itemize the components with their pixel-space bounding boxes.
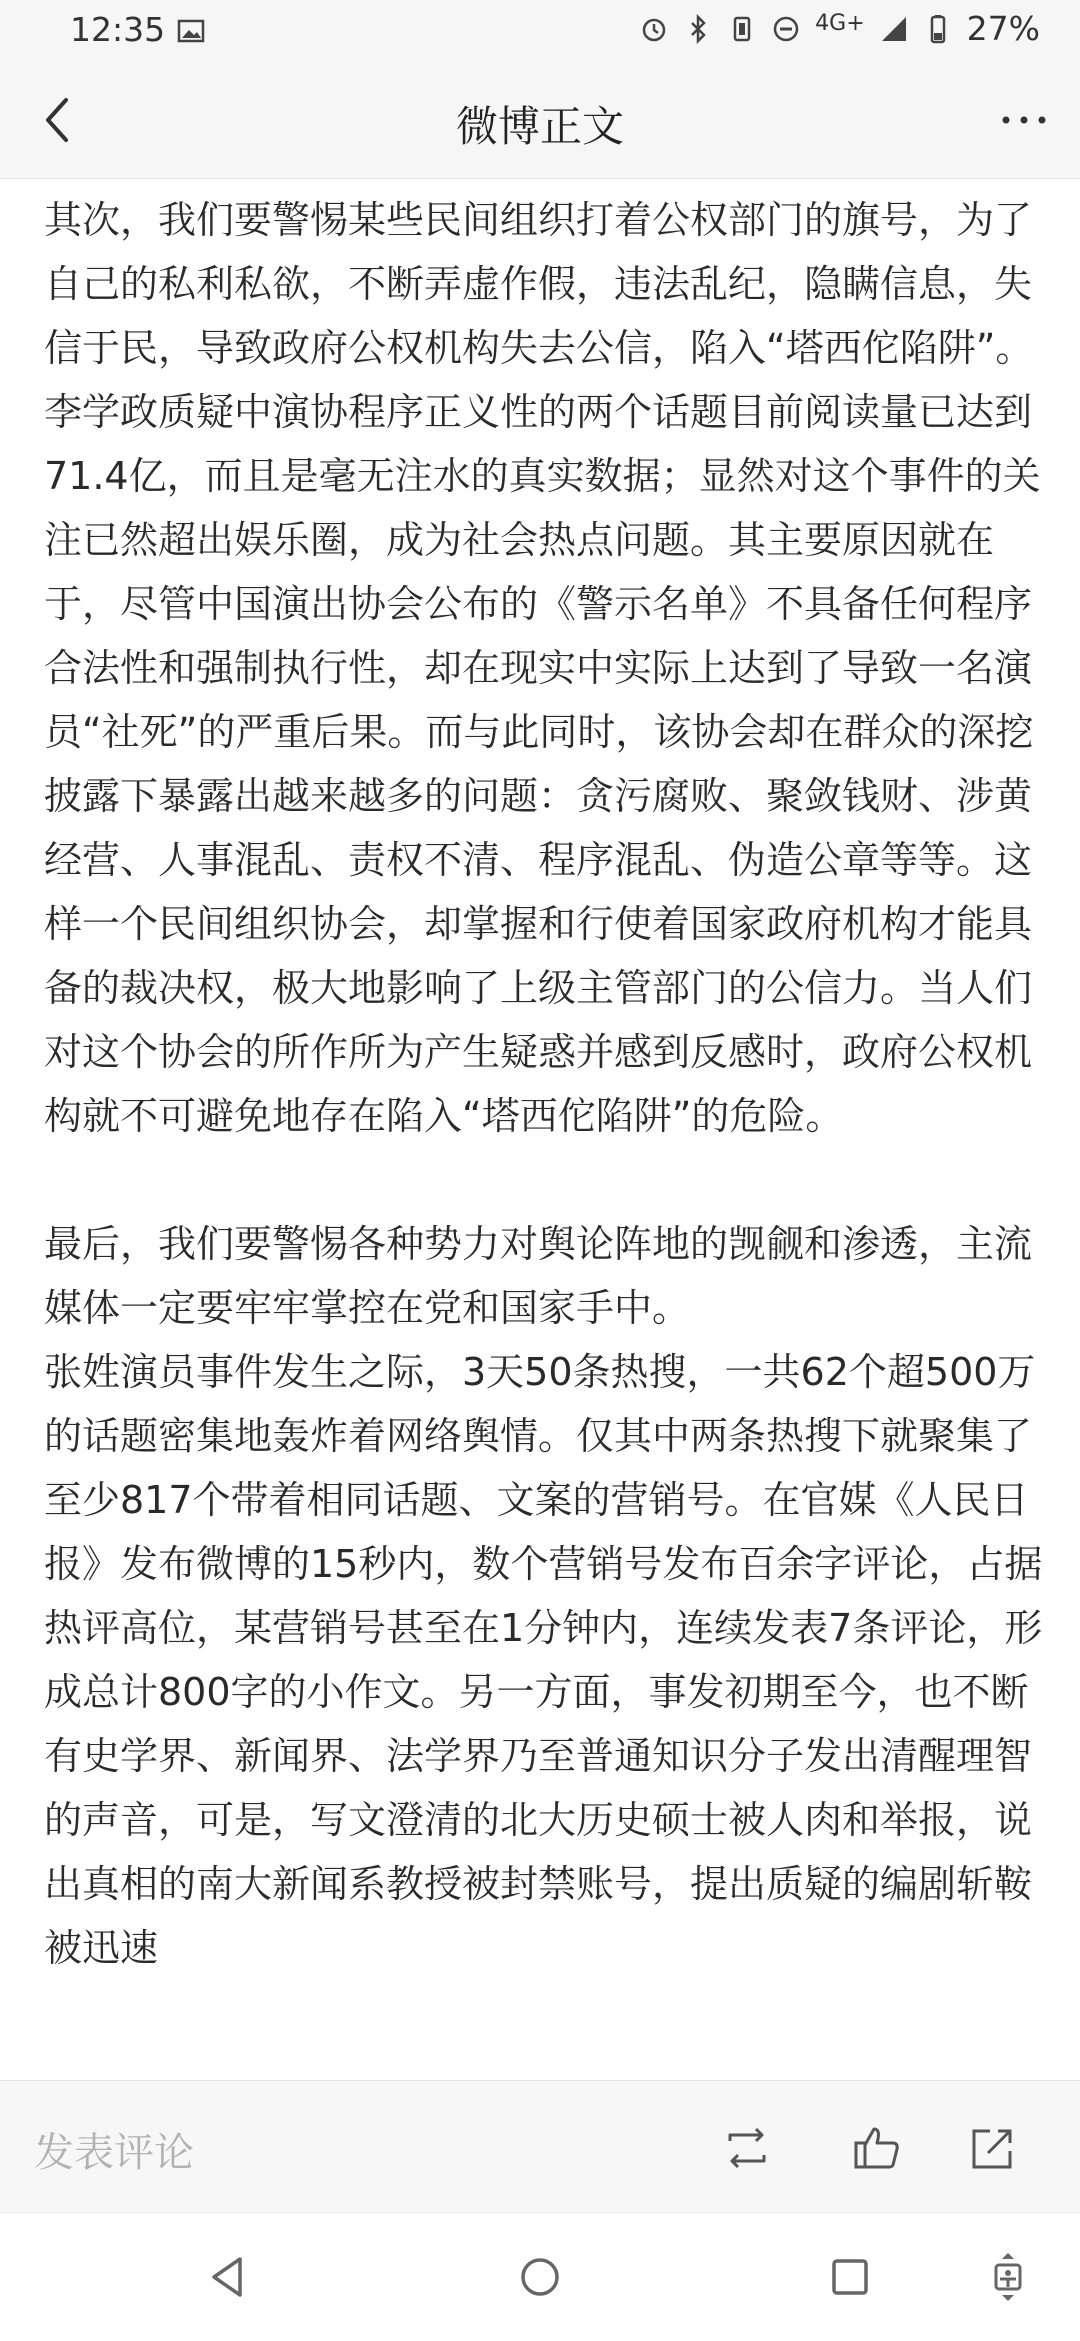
image-icon — [176, 15, 206, 54]
title-bar — [0, 62, 1080, 179]
vibrate-icon — [727, 14, 757, 44]
bluetooth-icon — [683, 14, 713, 44]
page-title: 微博正文 — [455, 102, 624, 151]
share-icon[interactable] — [966, 2121, 1020, 2175]
article-paragraph: 张姓演员事件发生之际，3天50条热搜，一共62个超500万的话题密集地轰炸着网络舆情。仅其中两条热搜下就聚集了至少817个带着相同话题、文案的营销号。在官媒《人民日报》发布微博的15秒内，数个营销号发布百余字评论，占据热评高位，某营销号甚至在1分钟内，连续发表7条评论，形成总计800字的小作文。另一方面，事发初期至今，也不断有史学界、新闻界、法学界乃至普通知识分子发出清醒理智的声音，可是，写文澄清的北大历史硕士被人肉和举报，说出真相的南大新闻系教授被封禁账号，提出质疑的编剧斩鞍被迅速 — [44, 1350, 1043, 1970]
nav-recents-icon[interactable] — [822, 2249, 878, 2305]
dnd-icon — [771, 14, 801, 44]
like-icon[interactable] — [850, 2121, 904, 2175]
comment-bar — [0, 2080, 1080, 2213]
status-right-group — [639, 9, 1040, 48]
nav-back-icon[interactable] — [200, 2249, 256, 2305]
paragraph-gap — [44, 1148, 1044, 1212]
comment-input[interactable]: 发表评论 — [34, 2130, 194, 2176]
nav-accessibility-icon[interactable] — [980, 2249, 1036, 2305]
more-dots-icon — [996, 127, 1052, 146]
repost-icon[interactable] — [720, 2121, 774, 2175]
status-bar — [0, 0, 1080, 62]
article-paragraph: 其次，我们要警惕某些民间组织打着公权部门的旗号，为了自己的私利私欲，不断弄虚作假，违法乱纪，隐瞒信息，失信于民，导致政府公权机构失去公信，陷入“塔西佗陷阱”。 — [44, 198, 1034, 370]
article-paragraph: 李学政质疑中演协程序正义性的两个话题目前阅读量已达到71.4亿，而且是毫无注水的真实数据；显然对这个事件的关注已然超出娱乐圈，成为社会热点问题。其主要原因就在于，尽管中国演出协会公布的《警示名单》不具备任何程序合法性和强制执行性，却在现实中实际上达到了导致一名演员“社死”的严重后果。而与此同时，该协会却在群众的深挖披露下暴露出越来越多的问题：贪污腐败、聚敛钱财、涉黄经营、人事混乱、责权不清、程序混乱、伪造公章等等。这样一个民间组织协会，却掌握和行使着国家政府机构才能具备的裁决权，极大地影响了上级主管部门的公信力。当人们对这个协会的所作所为产生疑惑并感到反感时，政府公权机构就不可避免地存在陷入“塔西佗陷阱”的危险。 — [44, 390, 1041, 1138]
battery-percent: 27% — [966, 9, 1040, 48]
navigation-bar — [0, 2212, 1080, 2341]
article-body — [44, 188, 1044, 2076]
alarm-icon — [639, 14, 669, 44]
article-paragraph: 最后，我们要警惕各种势力对舆论阵地的觊觎和渗透，主流媒体一定要牢牢掌控在党和国家手中。 — [44, 1222, 1033, 1330]
signal-icon — [879, 14, 909, 44]
status-time: 12:35 — [70, 10, 166, 49]
battery-icon — [923, 14, 953, 44]
nav-home-icon[interactable] — [512, 2249, 568, 2305]
network-type: 4G+ — [815, 11, 865, 36]
more-button[interactable] — [996, 98, 1052, 142]
